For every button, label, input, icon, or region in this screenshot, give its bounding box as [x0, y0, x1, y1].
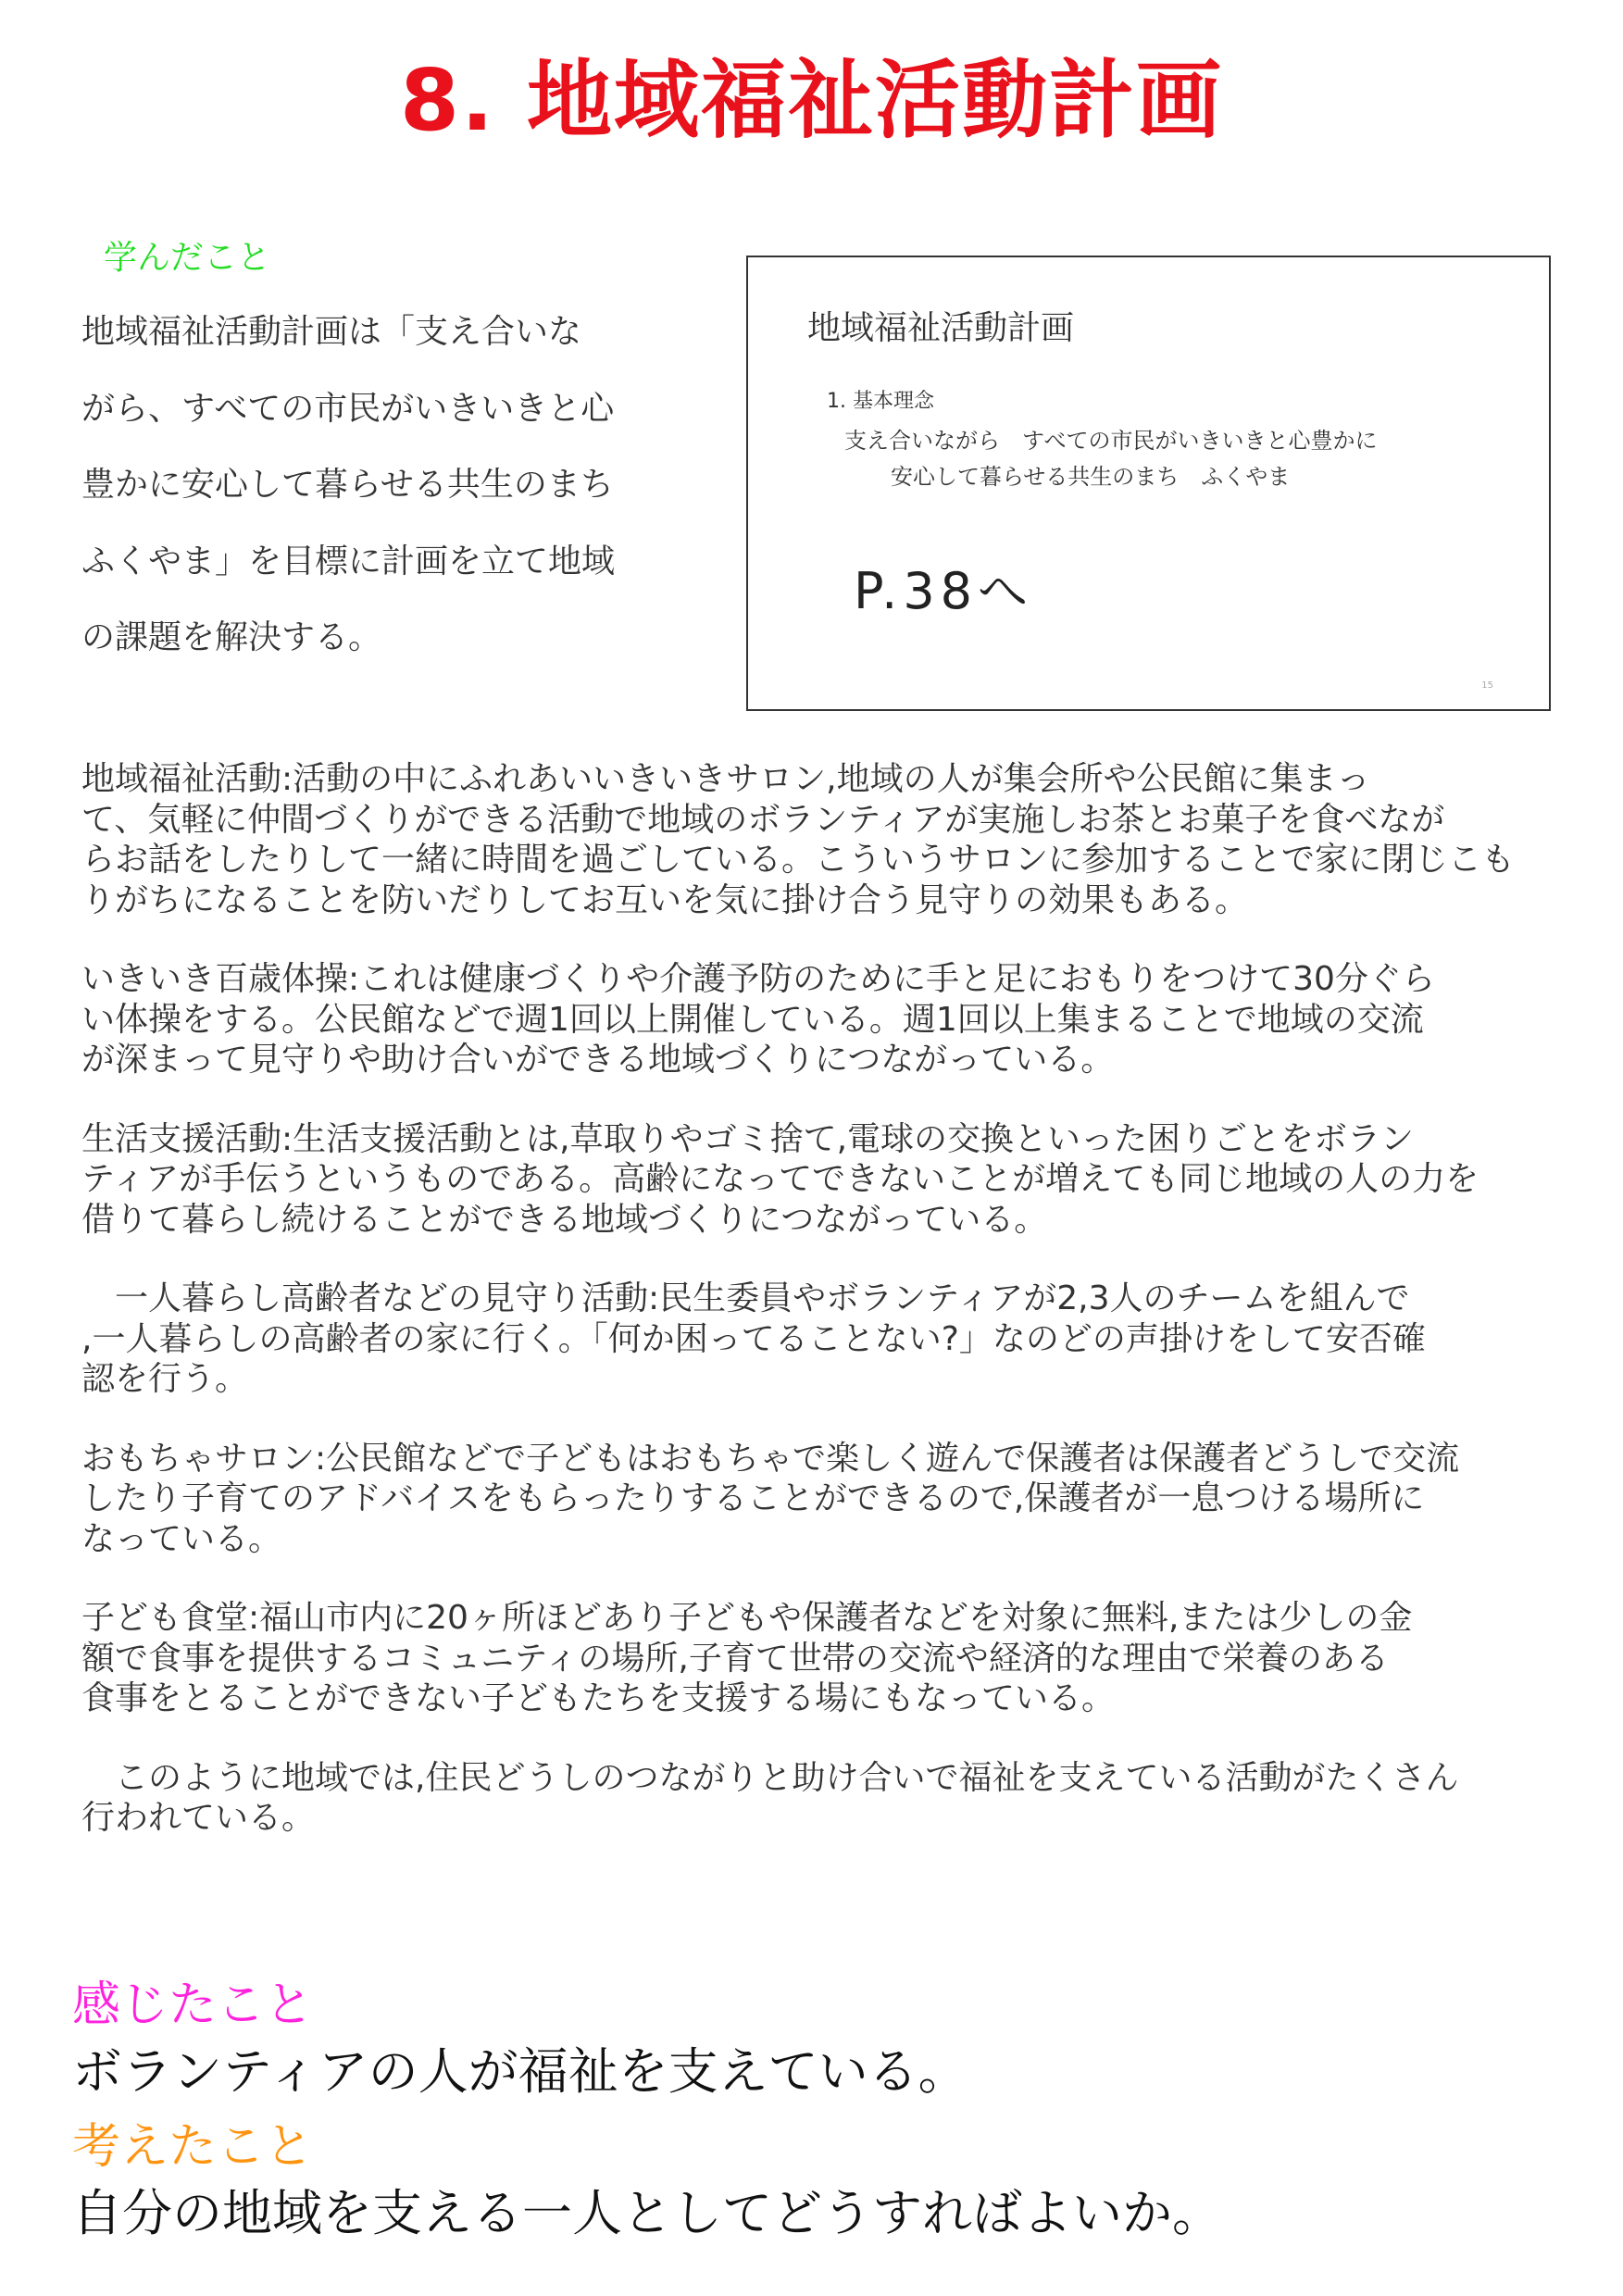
- paragraph-line: 食事をとることができない子どもたちを支援する場にもなっている。: [81, 1679, 1116, 1717]
- slide-page-reference: P.38へ: [854, 562, 1034, 620]
- slide-image: [746, 256, 1551, 711]
- paragraph-line: 生活支援活動:生活支援活動とは,草取りやゴミ捨て,電球の交換といった困りごとをボラン: [81, 1119, 1415, 1158]
- thought-body: 自分の地域を支える一人としてどうすればよいか。: [72, 2184, 1222, 2242]
- slide-line: 支え合いながら すべての市民がいきいきと心豊かに: [844, 428, 1378, 454]
- paragraph-line: 地域福祉活動:活動の中にふれあいいきいきサロン,地域の人が集会所や公民館に集まっ: [81, 760, 1370, 798]
- paragraph-line: りがちになることを防いだりしてお互いを気に掛け合う見守りの効果もある。: [81, 880, 1249, 919]
- felt-body: ボランティアの人が福祉を支えている。: [72, 2042, 968, 2101]
- paragraph-line: ,一人暮らしの高齢者の家に行く。「何か困ってることない?」なのどの声掛けをして安否確: [81, 1319, 1426, 1358]
- learned-heading: 学んだこと: [104, 239, 271, 277]
- paragraph-line: 額で食事を提供するコミュニティの場所,子育て世帯の交流や経済的な理由で栄養のある: [81, 1639, 1389, 1678]
- paragraph-line: このように地域では,住民どうしのつながりと助け合いで福祉を支えている活動がたくさん: [81, 1758, 1459, 1797]
- paragraph-line: て、気軽に仲間づくりができる活動で地域のボランティアが実施しお茶とお菓子を食べなが: [81, 800, 1445, 839]
- slide-title: 地域福祉活動計画: [807, 309, 1075, 347]
- paragraph-line: いきいき百歳体操:これは健康づくりや介護予防のために手と足におもりをつけて30分ぐら: [81, 960, 1435, 998]
- felt-heading: 感じたこと: [72, 1978, 314, 2033]
- paragraph-line: 認を行う。: [81, 1360, 249, 1398]
- learned-line: 地域福祉活動計画は「支え合いな: [81, 313, 582, 351]
- paragraph-line: 行われている。: [81, 1799, 316, 1837]
- paragraph-line: なっている。: [81, 1519, 282, 1558]
- paragraph-line: 子ども食堂:福山市内に20ヶ所ほどあり子どもや保護者などを対象に無料,または少しの金: [81, 1599, 1413, 1637]
- paragraph: [81, 959, 1563, 1080]
- paragraph-line: 借りて暮らし続けることができる地域づくりにつながっている。: [81, 1200, 1048, 1239]
- learned-line: 豊かに安心して暮らせる共生のまち: [81, 466, 614, 504]
- learned-body: [81, 294, 674, 677]
- paragraph-line: 一人暮らし高齢者などの見守り活動:民生委員やボランティアが2,3人のチームを組んで: [81, 1279, 1410, 1317]
- paragraph-line: おもちゃサロン:公民館などで子どもはおもちゃで楽しく遊んで保護者は保護者どうしで交流: [81, 1439, 1460, 1478]
- learned-line: の課題を解決する。: [81, 618, 382, 656]
- slide-page-number: 15: [1481, 680, 1493, 691]
- paragraph: [81, 1598, 1563, 1719]
- paragraph-line: が深まって見守りや助け合いができる地域づくりにつながっている。: [81, 1041, 1115, 1079]
- slide-line: 安心して暮らせる共生のまち ふくやま: [891, 464, 1291, 490]
- activities-section: [81, 759, 1563, 1878]
- paragraph-line: らお話をしたりして一緒に時間を過ごしている。こういうサロンに参加することで家に閉じこも: [81, 841, 1516, 879]
- paragraph-line: い体操をする。公民館などで週1回以上開催している。週1回以上集まることで地域の交流: [81, 1000, 1424, 1039]
- paragraph: [81, 1119, 1563, 1241]
- paragraph-line: したり子育てのアドバイスをもらったりすることができるので,保護者が一息つける場所に: [81, 1479, 1425, 1517]
- learned-line: ふくやま」を目標に計画を立て地域: [81, 542, 616, 580]
- paragraph-line: ティアが手伝うというものである。高齢になってできないことが増えても同じ地域の人の力を: [81, 1160, 1479, 1198]
- slide-item: 1. 基本理念: [827, 390, 934, 413]
- paragraph: [81, 1279, 1563, 1400]
- paragraph: [81, 759, 1563, 920]
- learned-line: がら、すべての市民がいきいきと心: [81, 389, 615, 428]
- paragraph: [81, 1758, 1563, 1839]
- thought-heading: 考えたこと: [72, 2119, 314, 2175]
- page-title: 8. 地域福祉活動計画: [400, 51, 1223, 150]
- paragraph: [81, 1439, 1563, 1560]
